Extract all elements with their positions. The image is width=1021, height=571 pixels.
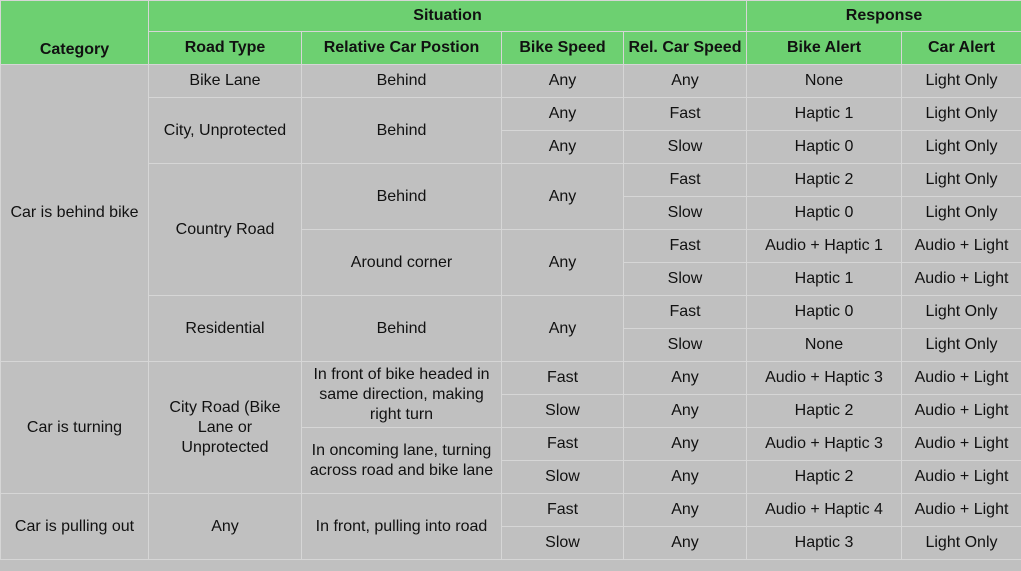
car-speed-cell: Any <box>624 527 747 560</box>
category-header: Category <box>1 1 149 65</box>
position-cell: In oncoming lane, turning across road and bike lane <box>302 428 502 494</box>
bike-alert-cell: Audio + Haptic 3 <box>747 428 902 461</box>
header-row-2 <box>1 32 1021 65</box>
bike-speed-cell: Fast <box>502 362 624 395</box>
bike-alert-cell: Haptic 2 <box>747 395 902 428</box>
car-speed-cell: Any <box>624 362 747 395</box>
car-alert-cell: Audio + Light <box>902 230 1021 263</box>
car-alert-cell: Light Only <box>902 164 1021 197</box>
car-alert-cell: Audio + Light <box>902 362 1021 395</box>
car-speed-cell: Any <box>624 461 747 494</box>
car-speed-cell: Slow <box>624 197 747 230</box>
position-cell: Around corner <box>302 230 502 296</box>
category-cell: Car is turning <box>1 362 149 494</box>
car-alert-cell: Light Only <box>902 131 1021 164</box>
car-alert-cell: Audio + Light <box>902 461 1021 494</box>
car-alert-cell: Audio + Light <box>902 494 1021 527</box>
table-row <box>1 362 1021 395</box>
car-speed-cell: Fast <box>624 164 747 197</box>
road-type-cell: City Road (Bike Lane or Unprotected <box>149 362 302 494</box>
bike-speed-cell: Any <box>502 296 624 362</box>
road-type-cell: Country Road <box>149 164 302 296</box>
bike-speed-cell: Slow <box>502 461 624 494</box>
bike-speed-cell: Slow <box>502 395 624 428</box>
position-cell: Behind <box>302 164 502 230</box>
car-alert-cell: Light Only <box>902 65 1021 98</box>
position-cell: In front, pulling into road <box>302 494 502 560</box>
car-alert-cell: Audio + Light <box>902 395 1021 428</box>
table-row <box>1 494 1021 527</box>
car-alert-cell: Light Only <box>902 527 1021 560</box>
bike-alert-cell: Haptic 0 <box>747 296 902 329</box>
car-alert-cell: Light Only <box>902 197 1021 230</box>
response-header: Response <box>747 1 1021 32</box>
car-speed-cell: Any <box>624 395 747 428</box>
bike-speed-cell: Any <box>502 131 624 164</box>
bike-speed-cell: Any <box>502 65 624 98</box>
bike-speed-cell: Fast <box>502 494 624 527</box>
bike-alert-cell: Audio + Haptic 3 <box>747 362 902 395</box>
table-row <box>1 296 1021 329</box>
car-speed-cell: Slow <box>624 329 747 362</box>
car-speed-cell: Fast <box>624 296 747 329</box>
bike-alert-cell: Audio + Haptic 4 <box>747 494 902 527</box>
header-row-1 <box>1 1 1021 32</box>
car-alert-cell: Audio + Light <box>902 428 1021 461</box>
category-cell: Car is behind bike <box>1 65 149 362</box>
rel-car-position-header: Relative Car Postion <box>302 32 502 65</box>
car-alert-cell: Light Only <box>902 98 1021 131</box>
category-cell: Car is pulling out <box>1 494 149 560</box>
car-speed-cell: Fast <box>624 98 747 131</box>
car-speed-cell: Fast <box>624 230 747 263</box>
road-type-cell: Any <box>149 494 302 560</box>
bike-speed-cell: Any <box>502 164 624 230</box>
bike-alert-cell: Haptic 1 <box>747 263 902 296</box>
bike-alert-header: Bike Alert <box>747 32 902 65</box>
table-row <box>1 98 1021 131</box>
bike-alert-cell: Haptic 2 <box>747 164 902 197</box>
rel-car-speed-header: Rel. Car Speed <box>624 32 747 65</box>
situation-header: Situation <box>149 1 747 32</box>
bike-alert-cell: Haptic 0 <box>747 131 902 164</box>
road-type-header: Road Type <box>149 32 302 65</box>
bike-alert-cell: Haptic 2 <box>747 461 902 494</box>
car-speed-cell: Any <box>624 428 747 461</box>
car-speed-cell: Slow <box>624 263 747 296</box>
table-row <box>1 65 1021 98</box>
bike-alert-cell: Haptic 1 <box>747 98 902 131</box>
bike-speed-cell: Fast <box>502 428 624 461</box>
bike-alert-cell: Audio + Haptic 1 <box>747 230 902 263</box>
car-alert-cell: Light Only <box>902 296 1021 329</box>
bike-alert-cell: None <box>747 65 902 98</box>
position-cell: Behind <box>302 296 502 362</box>
road-type-cell: Residential <box>149 296 302 362</box>
car-speed-cell: Any <box>624 494 747 527</box>
bike-alert-cell: Haptic 3 <box>747 527 902 560</box>
road-type-cell: Bike Lane <box>149 65 302 98</box>
bike-speed-header: Bike Speed <box>502 32 624 65</box>
car-speed-cell: Slow <box>624 131 747 164</box>
car-alert-header: Car Alert <box>902 32 1021 65</box>
bike-alert-cell: Haptic 0 <box>747 197 902 230</box>
car-alert-cell: Light Only <box>902 329 1021 362</box>
position-cell: Behind <box>302 65 502 98</box>
position-cell: Behind <box>302 98 502 164</box>
car-alert-cell: Audio + Light <box>902 263 1021 296</box>
table-row <box>1 164 1021 197</box>
bike-speed-cell: Any <box>502 98 624 131</box>
car-speed-cell: Any <box>624 65 747 98</box>
bike-speed-cell: Any <box>502 230 624 296</box>
bike-speed-cell: Slow <box>502 527 624 560</box>
bike-alert-cell: None <box>747 329 902 362</box>
position-cell: In front of bike headed in same direction, making right turn <box>302 362 502 428</box>
road-type-cell: City, Unprotected <box>149 98 302 164</box>
